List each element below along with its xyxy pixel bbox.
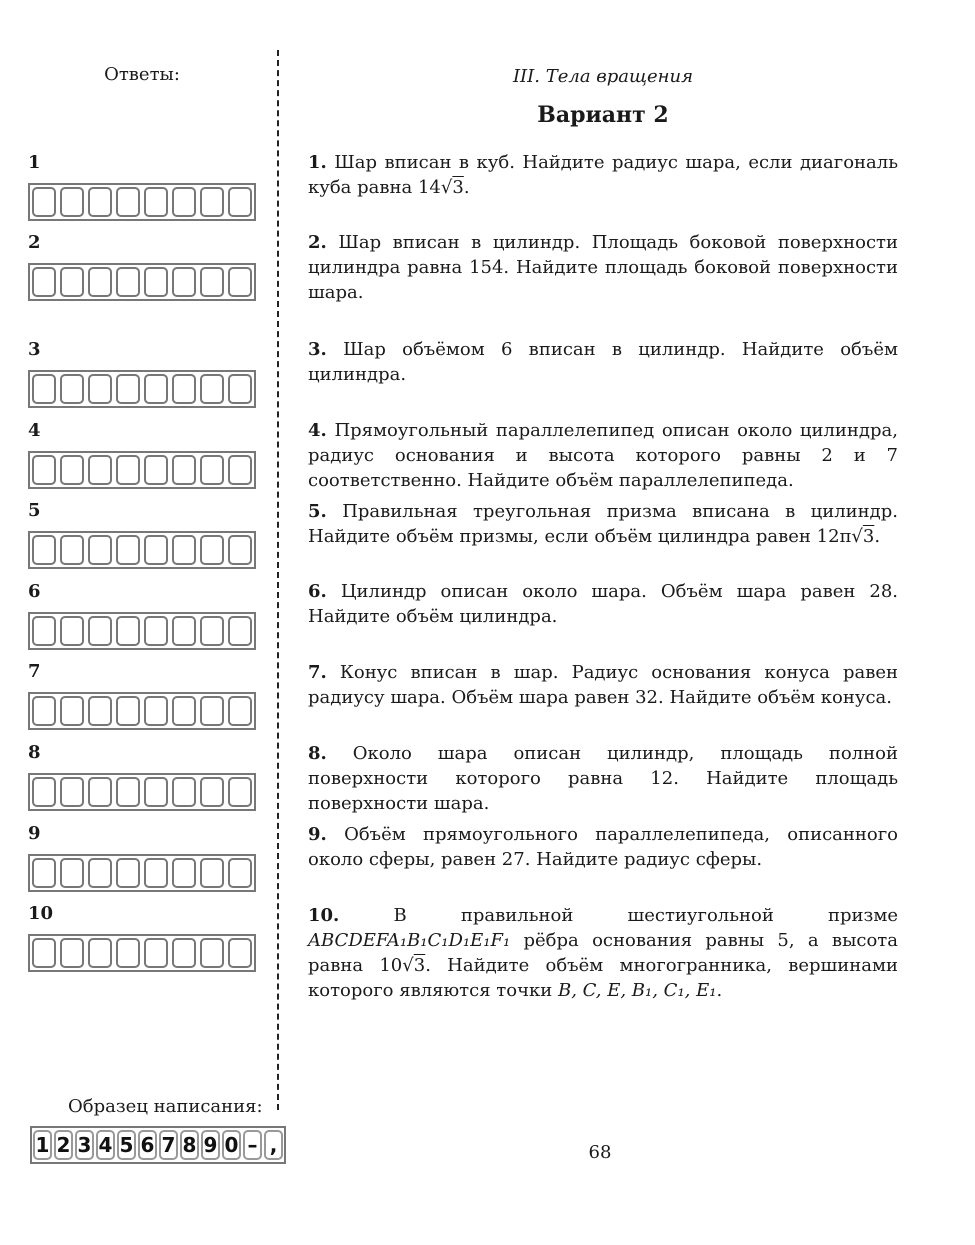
answer-boxes-5[interactable] (28, 531, 256, 569)
sample-char: 2 (54, 1130, 73, 1160)
task-text: Прямоугольный параллелепипед описан около цилиндра, радиус основания и высота которого равны 2 и 7 соответственно. Найдите объём параллелепипеда. (308, 420, 898, 491)
answer-number: 2 (28, 232, 41, 253)
task-number: 6. (308, 581, 327, 602)
answer-boxes-8[interactable] (28, 773, 256, 811)
task-7 (308, 660, 898, 710)
sample-char: , (264, 1130, 283, 1160)
sample-char: 9 (201, 1130, 220, 1160)
sample-label: Образец написания: (68, 1096, 263, 1117)
task-text: В правильной шестиугольной призме (393, 905, 898, 926)
answer-number: 8 (28, 742, 41, 763)
page-number: 68 (588, 1142, 612, 1163)
sqrt-value: 3 (452, 177, 464, 198)
task-8 (308, 741, 898, 816)
task-number: 3. (308, 339, 327, 360)
task-10: 10. В правильной шестиугольной призме ABCDEFA₁B₁C₁D₁E₁F₁ рёбра основания равны 5, а высота равна 10√3. Найдите объём многогранника, вершинами которого являются точки B, C, E, B₁, C₁, E₁. (308, 905, 898, 1001)
answer-number: 5 (28, 500, 41, 521)
sample-char: 5 (117, 1130, 136, 1160)
sample-char: 1 (33, 1130, 52, 1160)
sqrt-value: 3 (862, 526, 875, 547)
task-text: Конус вписан в шар. Радиус основания конуса равен радиусу шара. Объём шара равен 32. Найдите объём конуса. (308, 662, 898, 708)
sqrt-value: 3 (413, 955, 426, 976)
task-number: 2. (308, 232, 327, 253)
answer-boxes-9[interactable] (28, 854, 256, 892)
answers-title: Ответы: (104, 64, 180, 85)
task-number: 7. (308, 662, 327, 683)
answer-number: 1 (28, 152, 41, 173)
sample-char: 7 (159, 1130, 178, 1160)
task-number: 5. (308, 501, 327, 522)
sample-char: 3 (75, 1130, 94, 1160)
vertex-points: B, C, E, B₁, C₁, E₁ (557, 980, 717, 1001)
answer-number: 6 (28, 581, 41, 602)
answer-number: 4 (28, 420, 41, 441)
sample-char: 8 (180, 1130, 199, 1160)
answer-number: 7 (28, 661, 41, 682)
task-number: 10. (308, 905, 340, 926)
task-5: 5. Правильная треугольная призма вписана в цилиндр. Найдите объём призмы, если объём цилиндра равен 12π√3. (308, 501, 898, 547)
task-6 (308, 579, 898, 629)
dashed-divider (277, 50, 279, 1110)
answer-number: 3 (28, 339, 41, 360)
answer-boxes-6[interactable] (28, 612, 256, 650)
variant-title: Вариант 2 (537, 102, 669, 128)
sample-characters (30, 1126, 286, 1164)
sample-char: 0 (222, 1130, 241, 1160)
task-text: Объём прямоугольного параллелепипеда, описанного около сферы, равен 27. Найдите радиус сферы. (308, 824, 898, 870)
answer-boxes-1[interactable] (28, 183, 256, 221)
task-text: Около шара описан цилиндр, площадь полной поверхности которого равна 12. Найдите площадь поверхности шара. (308, 743, 898, 814)
answer-number: 9 (28, 823, 41, 844)
task-text: . (463, 177, 470, 198)
sample-char: 6 (138, 1130, 157, 1160)
task-number: 8. (308, 743, 327, 764)
task-3 (308, 337, 898, 387)
task-4 (308, 418, 898, 493)
task-text: . (874, 526, 881, 547)
task-2 (308, 230, 898, 305)
task-9 (308, 822, 898, 872)
answer-number: 10 (28, 903, 54, 924)
task-text: Шар вписан в цилиндр. Площадь боковой поверхности цилиндра равна 154. Найдите площадь боковой поверхности шара. (308, 232, 898, 303)
task-text: . Найдите объём многогранника, вершинами которого являются точки (308, 955, 898, 1001)
task-text: Цилиндр описан около шара. Объём шара равен 28. Найдите объём цилиндра. (308, 581, 898, 627)
answer-boxes-10[interactable] (28, 934, 256, 972)
task-text: Шар вписан в куб. Найдите радиус шара, если диагональ куба равна 14 (308, 152, 898, 198)
task-number: 9. (308, 824, 327, 845)
task-number: 1. (308, 152, 327, 173)
answer-boxes-7[interactable] (28, 692, 256, 730)
task-1: 1. Шар вписан в куб. Найдите радиус шара, если диагональ куба равна 14√3. (308, 152, 898, 198)
task-text: Правильная треугольная призма вписана в цилиндр. Найдите объём призмы, если объём цилиндра равен 12π (308, 501, 898, 547)
sample-char: 4 (96, 1130, 115, 1160)
answer-boxes-3[interactable] (28, 370, 256, 408)
sample-char: – (243, 1130, 262, 1160)
prism-name: ABCDEFA₁B₁C₁D₁E₁F₁ (308, 930, 511, 951)
section-title: III. Тела вращения (512, 66, 694, 87)
answer-boxes-2[interactable] (28, 263, 256, 301)
task-number: 4. (308, 420, 327, 441)
answer-boxes-4[interactable] (28, 451, 256, 489)
task-text: рёбра основания равны 5, а высота равна 10 (308, 930, 898, 976)
task-text: Шар объёмом 6 вписан в цилиндр. Найдите объём цилиндра. (308, 339, 898, 385)
task-text: . (716, 980, 723, 1001)
